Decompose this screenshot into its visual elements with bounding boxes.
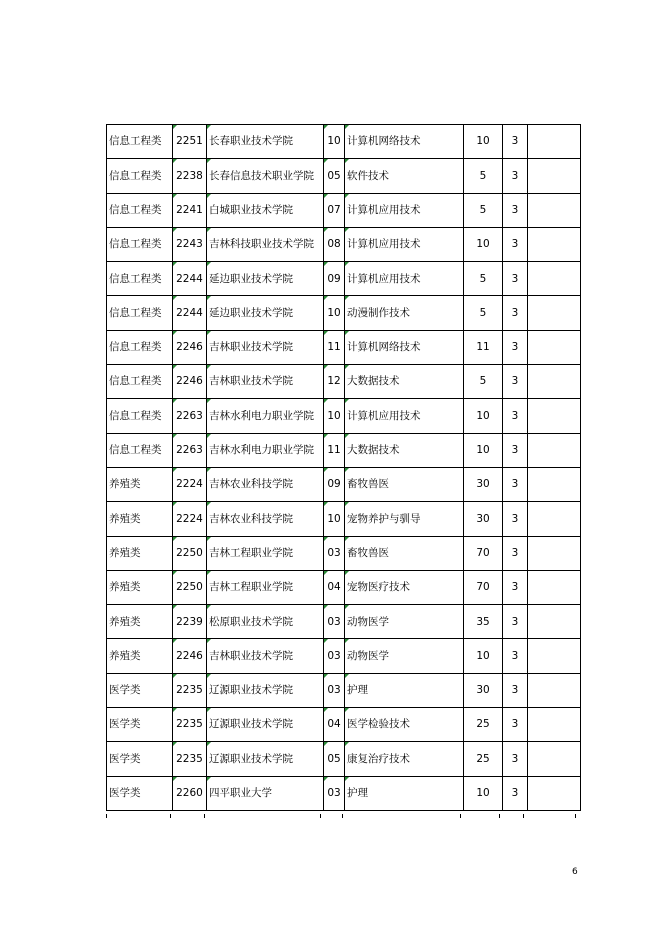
cell-years: 3 [503, 776, 528, 810]
cell-school-name: 吉林职业技术学院 [207, 330, 324, 364]
cell-blank [528, 605, 581, 639]
cell-plan-count: 5 [464, 296, 503, 330]
cell-school-code: 2250 [173, 570, 207, 604]
cell-major-code: 03 [324, 536, 345, 570]
cell-school-name: 吉林职业技术学院 [207, 365, 324, 399]
cell-school-code: 2251 [173, 125, 207, 159]
cell-major-name: 动漫制作技术 [345, 296, 464, 330]
cell-school-name: 白城职业技术学院 [207, 193, 324, 227]
cell-major-code: 08 [324, 227, 345, 261]
cell-major-name: 宠物养护与驯导 [345, 502, 464, 536]
cell-school-name: 长春职业技术学院 [207, 125, 324, 159]
cell-plan-count: 10 [464, 433, 503, 467]
cell-school-name: 四平职业大学 [207, 776, 324, 810]
cell-years: 3 [503, 159, 528, 193]
cell-school-code: 2239 [173, 605, 207, 639]
cell-category: 信息工程类 [107, 433, 173, 467]
cell-plan-count: 5 [464, 193, 503, 227]
cell-major-code: 04 [324, 570, 345, 604]
cell-major-code: 09 [324, 467, 345, 501]
cell-major-code: 07 [324, 193, 345, 227]
cell-category: 养殖类 [107, 502, 173, 536]
cell-category: 养殖类 [107, 570, 173, 604]
cell-blank [528, 193, 581, 227]
table-row [107, 536, 581, 570]
cell-school-code: 2260 [173, 776, 207, 810]
cell-blank [528, 330, 581, 364]
cell-plan-count: 30 [464, 502, 503, 536]
cell-years: 3 [503, 502, 528, 536]
cell-category: 养殖类 [107, 467, 173, 501]
cell-blank [528, 708, 581, 742]
cell-school-code: 2250 [173, 536, 207, 570]
cell-years: 3 [503, 570, 528, 604]
cell-major-name: 护理 [345, 776, 464, 810]
cell-school-name: 辽源职业技术学院 [207, 673, 324, 707]
cell-category: 养殖类 [107, 639, 173, 673]
cell-years: 3 [503, 399, 528, 433]
cell-major-code: 03 [324, 776, 345, 810]
cell-major-name: 计算机应用技术 [345, 262, 464, 296]
cell-school-name: 吉林工程职业学院 [207, 570, 324, 604]
cell-blank [528, 502, 581, 536]
cell-blank [528, 776, 581, 810]
table-row [107, 502, 581, 536]
table-row [107, 639, 581, 673]
cell-category: 信息工程类 [107, 193, 173, 227]
cell-blank [528, 742, 581, 776]
cell-major-name: 医学检验技术 [345, 708, 464, 742]
cell-major-name: 动物医学 [345, 639, 464, 673]
cell-school-code: 2241 [173, 193, 207, 227]
cell-school-name: 松原职业技术学院 [207, 605, 324, 639]
enrollment-table [106, 124, 581, 811]
cell-plan-count: 30 [464, 673, 503, 707]
table-row [107, 227, 581, 261]
table-body [107, 125, 581, 811]
cell-years: 3 [503, 536, 528, 570]
cell-major-name: 计算机应用技术 [345, 399, 464, 433]
cell-category: 信息工程类 [107, 399, 173, 433]
cell-category: 医学类 [107, 776, 173, 810]
cell-school-name: 长春信息技术职业学院 [207, 159, 324, 193]
table-row [107, 605, 581, 639]
cell-school-code: 2224 [173, 467, 207, 501]
cell-major-code: 11 [324, 330, 345, 364]
cell-years: 3 [503, 433, 528, 467]
cell-blank [528, 433, 581, 467]
cell-years: 3 [503, 467, 528, 501]
cell-years: 3 [503, 708, 528, 742]
cell-years: 3 [503, 125, 528, 159]
cell-school-code: 2235 [173, 708, 207, 742]
cell-major-code: 05 [324, 742, 345, 776]
cell-years: 3 [503, 330, 528, 364]
table-row [107, 193, 581, 227]
cell-major-code: 12 [324, 365, 345, 399]
cell-major-code: 03 [324, 673, 345, 707]
cell-school-code: 2263 [173, 433, 207, 467]
cell-school-code: 2235 [173, 673, 207, 707]
cell-plan-count: 10 [464, 399, 503, 433]
cell-category: 医学类 [107, 673, 173, 707]
cell-category: 医学类 [107, 708, 173, 742]
cell-major-code: 10 [324, 125, 345, 159]
cell-category: 信息工程类 [107, 262, 173, 296]
cell-school-code: 2263 [173, 399, 207, 433]
cell-blank [528, 125, 581, 159]
cell-plan-count: 70 [464, 570, 503, 604]
cell-major-name: 护理 [345, 673, 464, 707]
cell-major-name: 大数据技术 [345, 433, 464, 467]
cell-major-name: 计算机应用技术 [345, 193, 464, 227]
cell-major-name: 计算机网络技术 [345, 330, 464, 364]
table-row [107, 776, 581, 810]
cell-blank [528, 536, 581, 570]
cell-plan-count: 25 [464, 742, 503, 776]
table-row [107, 159, 581, 193]
cell-school-name: 吉林水利电力职业学院 [207, 433, 324, 467]
cell-category: 医学类 [107, 742, 173, 776]
cell-school-name: 吉林科技职业技术学院 [207, 227, 324, 261]
cell-major-code: 10 [324, 296, 345, 330]
cell-school-name: 吉林工程职业学院 [207, 536, 324, 570]
cell-plan-count: 5 [464, 159, 503, 193]
table-row [107, 742, 581, 776]
cell-years: 3 [503, 227, 528, 261]
cell-years: 3 [503, 193, 528, 227]
table-row [107, 467, 581, 501]
cell-school-code: 2235 [173, 742, 207, 776]
cell-category: 养殖类 [107, 605, 173, 639]
table-cut-row [106, 814, 576, 818]
cell-plan-count: 30 [464, 467, 503, 501]
cell-plan-count: 70 [464, 536, 503, 570]
cell-plan-count: 10 [464, 639, 503, 673]
cell-category: 养殖类 [107, 536, 173, 570]
table-row [107, 330, 581, 364]
table-row [107, 673, 581, 707]
cell-years: 3 [503, 262, 528, 296]
cell-major-name: 计算机应用技术 [345, 227, 464, 261]
cell-years: 3 [503, 605, 528, 639]
cell-school-code: 2244 [173, 262, 207, 296]
cell-blank [528, 227, 581, 261]
cell-major-name: 软件技术 [345, 159, 464, 193]
cell-school-name: 辽源职业技术学院 [207, 742, 324, 776]
cell-school-code: 2246 [173, 639, 207, 673]
cell-blank [528, 262, 581, 296]
cell-years: 3 [503, 365, 528, 399]
cell-blank [528, 673, 581, 707]
cell-major-name: 康复治疗技术 [345, 742, 464, 776]
table-row [107, 125, 581, 159]
cell-blank [528, 570, 581, 604]
cell-plan-count: 10 [464, 125, 503, 159]
cell-blank [528, 296, 581, 330]
cell-years: 3 [503, 673, 528, 707]
cell-school-name: 延边职业技术学院 [207, 296, 324, 330]
table-row [107, 570, 581, 604]
cell-school-name: 吉林水利电力职业学院 [207, 399, 324, 433]
cell-years: 3 [503, 742, 528, 776]
cell-plan-count: 5 [464, 365, 503, 399]
cell-major-code: 10 [324, 502, 345, 536]
cell-major-code: 03 [324, 605, 345, 639]
cell-school-code: 2243 [173, 227, 207, 261]
cell-school-name: 吉林农业科技学院 [207, 502, 324, 536]
page-number: 6 [572, 867, 578, 877]
cell-category: 信息工程类 [107, 296, 173, 330]
cell-plan-count: 11 [464, 330, 503, 364]
cell-category: 信息工程类 [107, 159, 173, 193]
cell-major-code: 04 [324, 708, 345, 742]
table-row [107, 433, 581, 467]
cell-school-code: 2238 [173, 159, 207, 193]
cell-major-name: 宠物医疗技术 [345, 570, 464, 604]
table-row [107, 399, 581, 433]
cell-school-code: 2246 [173, 330, 207, 364]
cell-school-name: 吉林职业技术学院 [207, 639, 324, 673]
table-row [107, 262, 581, 296]
cell-plan-count: 10 [464, 227, 503, 261]
cell-major-code: 09 [324, 262, 345, 296]
cell-major-name: 动物医学 [345, 605, 464, 639]
cell-school-name: 辽源职业技术学院 [207, 708, 324, 742]
table-row [107, 365, 581, 399]
cell-plan-count: 10 [464, 776, 503, 810]
cell-plan-count: 25 [464, 708, 503, 742]
cell-years: 3 [503, 639, 528, 673]
table-row [107, 708, 581, 742]
cell-school-code: 2224 [173, 502, 207, 536]
cell-school-name: 吉林农业科技学院 [207, 467, 324, 501]
cell-major-code: 11 [324, 433, 345, 467]
cell-category: 信息工程类 [107, 330, 173, 364]
cell-major-code: 05 [324, 159, 345, 193]
cell-blank [528, 399, 581, 433]
table-row [107, 296, 581, 330]
cell-major-name: 畜牧兽医 [345, 536, 464, 570]
cell-major-name: 计算机网络技术 [345, 125, 464, 159]
cell-major-code: 03 [324, 639, 345, 673]
cell-major-code: 10 [324, 399, 345, 433]
cell-blank [528, 467, 581, 501]
cell-school-name: 延边职业技术学院 [207, 262, 324, 296]
cell-category: 信息工程类 [107, 227, 173, 261]
cell-category: 信息工程类 [107, 125, 173, 159]
cell-blank [528, 365, 581, 399]
cell-blank [528, 639, 581, 673]
cell-blank [528, 159, 581, 193]
cell-school-code: 2246 [173, 365, 207, 399]
cell-years: 3 [503, 296, 528, 330]
cell-major-name: 大数据技术 [345, 365, 464, 399]
cell-plan-count: 35 [464, 605, 503, 639]
cell-plan-count: 5 [464, 262, 503, 296]
cell-school-code: 2244 [173, 296, 207, 330]
cell-category: 信息工程类 [107, 365, 173, 399]
cell-major-name: 畜牧兽医 [345, 467, 464, 501]
